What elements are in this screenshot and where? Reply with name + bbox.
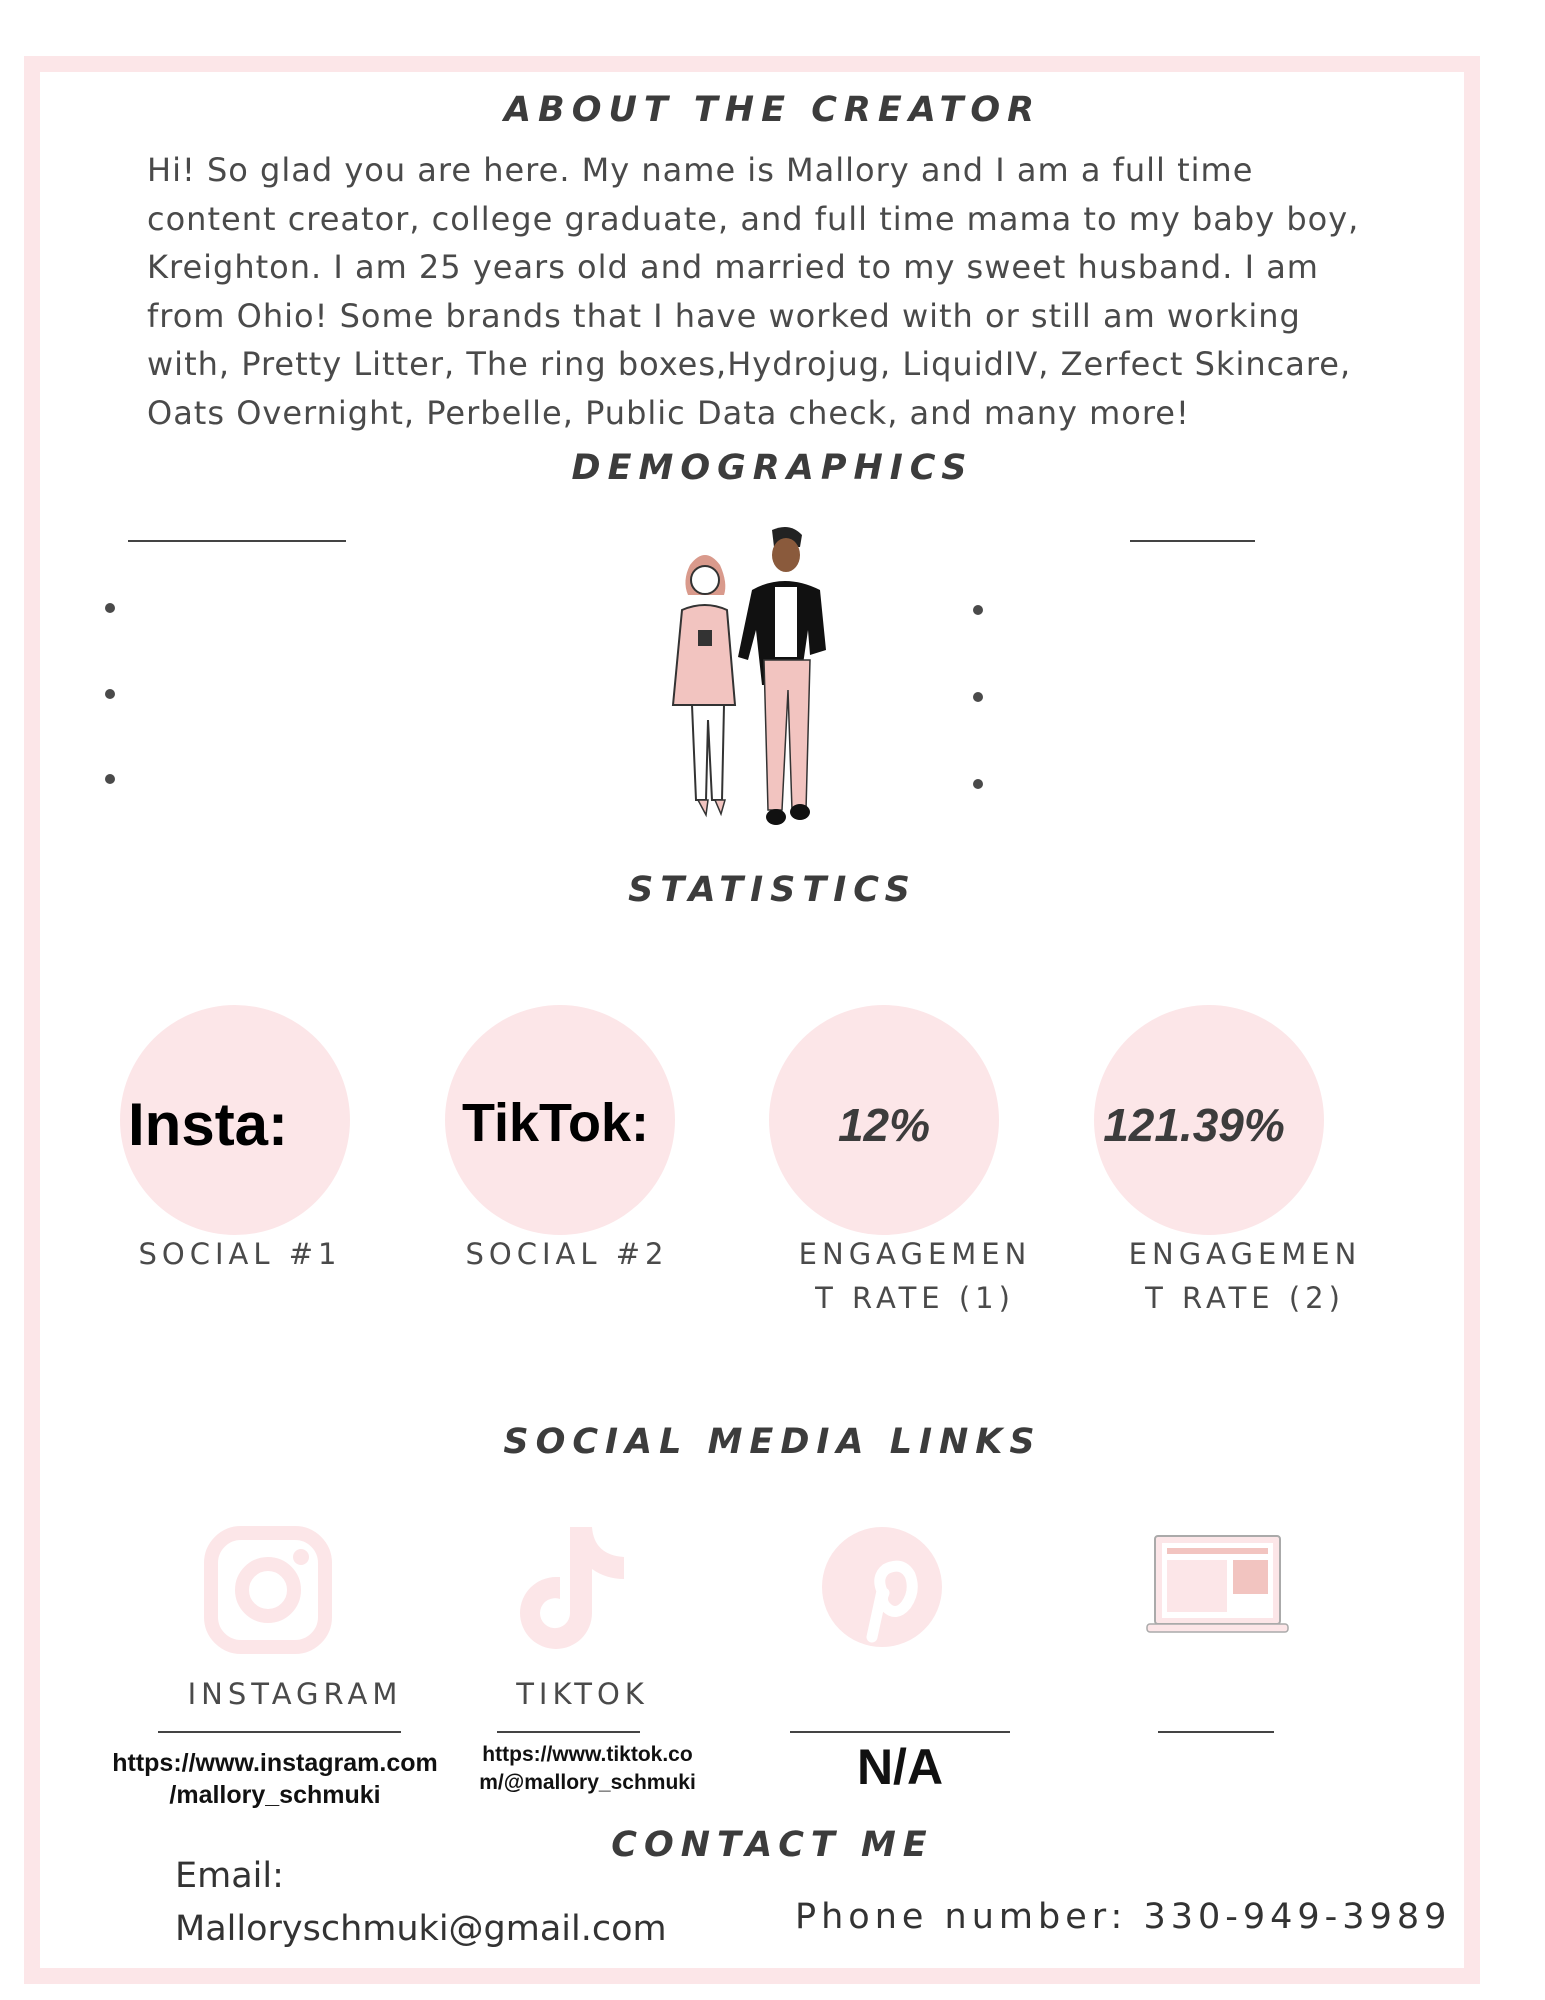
pinterest-icon[interactable] — [820, 1525, 945, 1650]
bullet-left-2 — [105, 689, 115, 699]
pinterest-value: N/A — [856, 1739, 944, 1795]
statistics-heading: STATISTICS — [628, 870, 917, 910]
stat-label-social-2: SOCIAL #2 — [465, 1237, 669, 1271]
demographics-heading: DEMOGRAPHICS — [571, 448, 974, 488]
couple-illustration — [660, 525, 860, 830]
email-address[interactable]: Malloryschmuki@gmail.com — [175, 1909, 667, 1949]
bullet-right-1 — [973, 605, 983, 615]
instagram-label: INSTAGRAM — [187, 1677, 403, 1711]
instagram-icon[interactable] — [203, 1525, 333, 1655]
bullet-right-2 — [973, 692, 983, 702]
tiktok-label: TIKTOK — [516, 1677, 649, 1711]
tiktok-url-line1[interactable]: https://www.tiktok.co — [482, 1743, 693, 1766]
stat-value-engagement-1: 12% — [837, 1099, 931, 1151]
stat-value-insta: Insta: — [128, 1091, 289, 1158]
social-links-heading: SOCIAL MEDIA LINKS — [503, 1422, 1042, 1462]
stat-label-engagement-1-line1: ENGAGEMEN — [798, 1237, 1032, 1271]
bullet-left-3 — [105, 774, 115, 784]
contact-heading: CONTACT ME — [611, 1825, 934, 1865]
instagram-url-line2[interactable]: /mallory_schmuki — [169, 1781, 381, 1809]
pinterest-underline — [790, 1731, 1010, 1733]
tiktok-underline — [497, 1731, 640, 1733]
about-heading: ABOUT THE CREATOR — [503, 90, 1042, 130]
stat-label-engagement-2-line1: ENGAGEMEN — [1128, 1237, 1362, 1271]
stat-label-engagement-2-line2: T RATE (2) — [1145, 1281, 1345, 1315]
stat-label-engagement-2 — [1100, 1232, 1390, 1320]
laptop-icon[interactable] — [1145, 1532, 1290, 1642]
demographics-left-line — [128, 540, 346, 542]
website-underline — [1158, 1731, 1274, 1733]
stat-label-social-1: SOCIAL #1 — [138, 1237, 342, 1271]
bullet-left-1 — [105, 603, 115, 613]
tiktok-url[interactable] — [455, 1741, 720, 1797]
instagram-url[interactable] — [95, 1747, 455, 1811]
demographics-right-line — [1130, 540, 1255, 542]
phone-number[interactable]: Phone number: 330-949-3989 — [795, 1897, 1452, 1937]
stat-label-engagement-1-line2: T RATE (1) — [815, 1281, 1015, 1315]
instagram-url-line1[interactable]: https://www.instagram.com — [112, 1749, 438, 1777]
tiktok-url-line2[interactable]: m/@mallory_schmuki — [479, 1771, 696, 1794]
instagram-underline — [158, 1731, 401, 1733]
tiktok-icon[interactable] — [515, 1525, 635, 1650]
stat-label-engagement-1 — [770, 1232, 1060, 1320]
stat-value-tiktok: TikTok: — [462, 1093, 650, 1153]
email-label: Email: — [175, 1856, 284, 1896]
about-bio: Hi! So glad you are here. My name is Mallory and I am a full time content creator, college graduate, and full time mama to my baby boy, Kreighton. I am 25 years old and married to my sweet husband. I am from Ohio! Some brands that I have worked with or still am working with, Pretty Litter, The ring boxes,Hydrojug, LiquidIV, Zerfect Skincare, Oats Overnight, Perbelle, Public Data check, and many more! — [147, 151, 1360, 432]
stat-value-engagement-2: 121.39% — [1103, 1099, 1285, 1151]
bullet-right-3 — [973, 779, 983, 789]
